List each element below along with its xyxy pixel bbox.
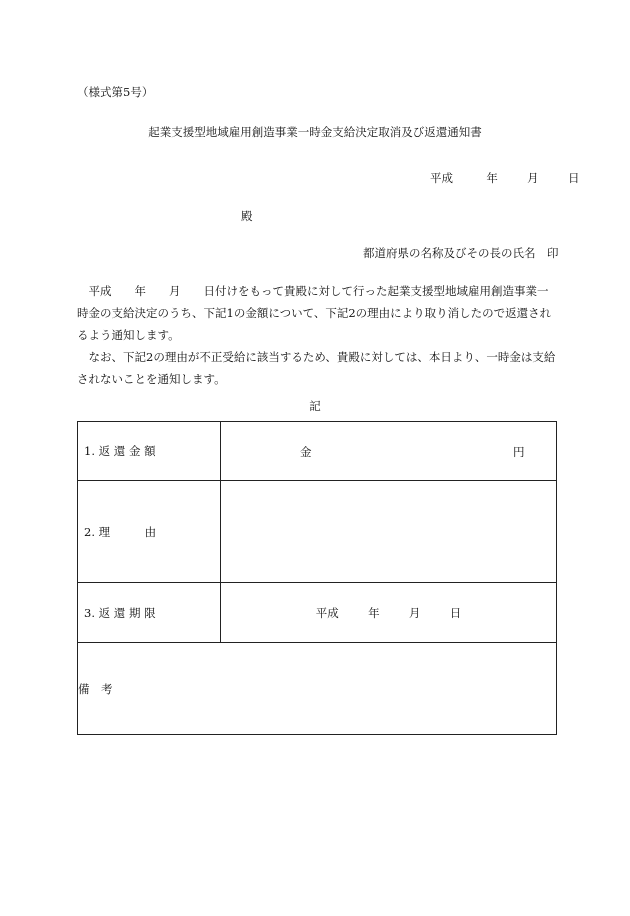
table-row-remarks xyxy=(78,643,557,735)
date-line xyxy=(430,170,579,186)
deadline-era: 平成 xyxy=(315,605,339,620)
amount-label: 1. 返 還 金 額 xyxy=(78,422,221,481)
table-row-deadline xyxy=(78,583,557,643)
ki-heading: 記 xyxy=(309,399,321,413)
deadline-label: 3. 返 還 期 限 xyxy=(78,583,221,643)
date-day: 日 xyxy=(567,171,580,185)
remarks-label: 備 考 xyxy=(78,681,113,696)
amount-field[interactable] xyxy=(221,422,557,481)
body-paragraph-2: なお、下記2の理由が不正受給に該当するため、貴殿に対しては、本日より、一時金は支給されないことを通知します。 xyxy=(77,350,556,386)
table-row-amount xyxy=(78,422,557,481)
reason-label: 2. 理 由 xyxy=(78,481,221,583)
form-number: （様式第5号） xyxy=(77,85,154,99)
addressee: 殿 xyxy=(241,209,253,223)
document-title: 起業支援型地域雇用創造事業一時金支給決定取消及び返還通知書 xyxy=(148,125,482,139)
deadline-month: 月 xyxy=(408,605,421,620)
issuer-name-seal: 都道府県の名称及びその長の氏名 印 xyxy=(363,246,559,260)
notice-body xyxy=(77,280,559,390)
deadline-day: 日 xyxy=(449,605,462,620)
table-row-reason xyxy=(78,481,557,583)
kin-label: 金 xyxy=(300,445,312,459)
en-label: 円 xyxy=(513,445,525,459)
reason-field[interactable] xyxy=(221,481,557,583)
date-era: 平成 xyxy=(430,171,453,185)
date-month: 月 xyxy=(527,171,539,185)
body-paragraph-1: 平成 年 月 日付けをもって貴殿に対して行った起業支援型地域雇用創造事業一時金の支給決定のうち、下記1の金額について、下記2の理由により取り消したので返還されるよう通知します。 xyxy=(77,284,552,342)
deadline-field[interactable] xyxy=(221,583,557,643)
date-year: 年 xyxy=(486,171,498,185)
record-table xyxy=(77,421,557,735)
deadline-year: 年 xyxy=(368,605,380,620)
remarks-field[interactable] xyxy=(78,643,557,735)
